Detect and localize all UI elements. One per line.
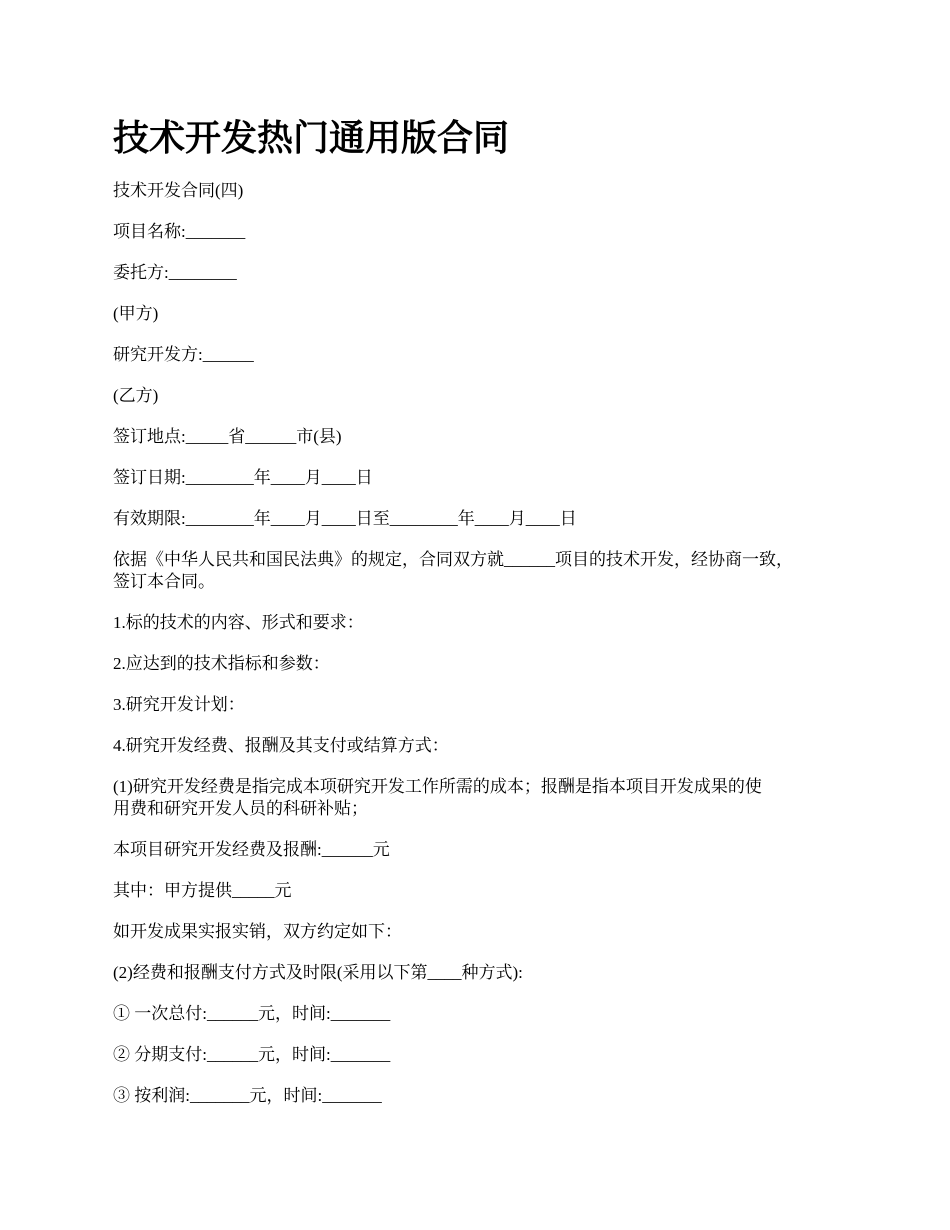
legal-basis-paragraph: 依据《中华人民共和国民法典》的规定，合同双方就______项目的技术开发，经协商一致， 签订本合同。 [113,550,793,591]
clause-3: 3.研究开发计划： [113,695,245,714]
clause-4: 4.研究开发经费、报酬及其支付或结算方式： [113,736,449,755]
payment-option-1: ① 一次总付:______元，时间:_______ [113,1004,391,1023]
signing-date-line: 签订日期:________年____月____日 [113,468,373,487]
project-name-line: 项目名称:_______ [113,222,246,241]
party-a-contribution-line: 其中：甲方提供_____元 [113,881,292,900]
client-line: 委托方:________ [113,263,237,282]
party-a-label: (甲方) [113,304,159,323]
contract-subtitle: 技术开发合同(四) [113,181,244,200]
clause-4-1: (1)研究开发经费是指完成本项研究开发工作所需的成本；报酬是指本项目开发成果的使 用费和研究开发人员的科研补贴； [113,777,762,818]
clause-2: 2.应达到的技术指标和参数： [113,654,330,673]
signing-place-line: 签订地点:_____省______市(县) [113,427,342,446]
clause-4-2: (2)经费和报酬支付方式及时限(采用以下第____种方式): [113,963,523,982]
funding-amount-line: 本项目研究开发经费及报酬:______元 [113,840,390,859]
reimbursement-line: 如开发成果实报实销，双方约定如下： [113,922,402,941]
payment-option-3: ③ 按利润:_______元，时间:_______ [113,1086,382,1105]
developer-line: 研究开发方:______ [113,345,254,364]
validity-period-line: 有效期限:________年____月____日至________年____月____日 [113,509,577,528]
party-b-label: (乙方) [113,386,159,405]
clause-1: 1.标的技术的内容、形式和要求： [113,613,364,632]
document-page [113,108,853,1126]
document-title: 技术开发热门通用版合同 [113,118,510,158]
payment-option-2: ② 分期支付:______元，时间:_______ [113,1045,391,1064]
